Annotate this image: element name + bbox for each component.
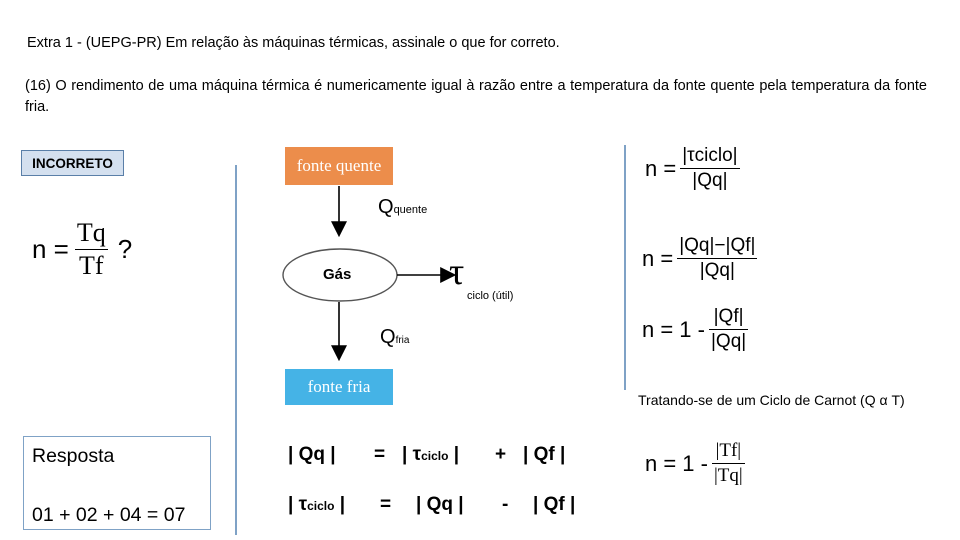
- work-subscript: ciclo (útil): [467, 290, 514, 302]
- wrong-formula-denominator: Tf: [79, 251, 104, 281]
- q-hot-sub: quente: [393, 204, 428, 216]
- eq2-term-b: | Qq |: [416, 494, 464, 515]
- efficiency-formula-3: [642, 306, 748, 353]
- formula-1-denominator: |Qq|: [692, 170, 728, 192]
- eq1-term-b-end: |: [453, 444, 460, 465]
- eq2-term-a: | τ: [288, 494, 308, 515]
- cold-source-box: fonte fria: [285, 369, 393, 405]
- formula-3-fraction: [709, 306, 748, 353]
- question-mark: ?: [117, 234, 133, 265]
- q-cold-sub: fria: [395, 335, 410, 346]
- answer-label: Resposta: [32, 445, 115, 467]
- eq2-term-a-sub: ciclo: [307, 499, 335, 513]
- efficiency-formula-1: [645, 145, 740, 192]
- wrong-formula-numerator: Tq: [76, 218, 106, 247]
- eq2-term-a-end: |: [339, 494, 346, 515]
- gas-label: Gás: [323, 266, 352, 283]
- formula-2-numerator: |Qq|−|Qf|: [679, 235, 756, 256]
- q-hot-label: [378, 196, 427, 219]
- hot-source-box: fonte quente: [285, 147, 393, 185]
- formula-4-lhs: n = 1 -: [645, 450, 708, 476]
- answer-value: 01 + 02 + 04 = 07: [32, 504, 186, 526]
- energy-equation-1: [288, 444, 565, 466]
- wrong-formula-fraction: [75, 218, 108, 281]
- answer-box: [23, 436, 211, 530]
- question-title: Extra 1 - (UEPG-PR) Em relação às máquinas térmicas, assinale o que for correto.: [27, 35, 560, 51]
- formula-3-lhs: n = 1 -: [642, 316, 705, 342]
- formula-2-lhs: n =: [642, 245, 674, 271]
- formula-4-fraction: [712, 440, 745, 487]
- eq2-op1: =: [380, 494, 392, 515]
- eq2-term-c: | Qf |: [533, 494, 576, 515]
- eq2-op2: -: [502, 494, 509, 515]
- q-cold-main: Q: [380, 326, 396, 348]
- eq1-term-b: | τ: [402, 444, 422, 465]
- eq1-op1: =: [374, 444, 386, 465]
- formula-1-fraction: [680, 145, 739, 192]
- wrong-efficiency-formula: [32, 218, 132, 281]
- formula-4-denominator: |Tq|: [713, 465, 743, 487]
- formula-3-numerator: |Qf|: [713, 306, 744, 327]
- efficiency-formula-2: [642, 235, 757, 282]
- formula-2-fraction: [677, 235, 757, 282]
- formula-3-denominator: |Qq|: [710, 331, 747, 353]
- formula-1-lhs: n =: [645, 155, 677, 181]
- carnot-note: Tratando-se de um Ciclo de Carnot (Q α T): [638, 392, 905, 408]
- q-hot-main: Q: [378, 196, 394, 218]
- eq1-term-c: | Qf |: [523, 444, 566, 465]
- question-statement: (16) O rendimento de uma máquina térmica é numericamente igual à razão entre a temperatura da fonte quente pela temperatura da fonte fria.: [25, 78, 927, 115]
- q-cold-label: [380, 326, 409, 349]
- left-divider: [235, 165, 237, 535]
- formula-1-numerator: |τciclo|: [682, 145, 738, 166]
- work-symbol: τ: [449, 251, 465, 293]
- eq1-term-a: | Qq |: [288, 444, 336, 465]
- eq1-op2: +: [495, 444, 507, 465]
- formula-2-denominator: |Qq|: [699, 260, 735, 282]
- right-divider: [624, 145, 626, 390]
- energy-equation-2: [288, 494, 575, 516]
- carnot-efficiency-formula: [645, 440, 745, 487]
- wrong-formula-lhs: n =: [32, 234, 69, 265]
- eq1-term-b-sub: ciclo: [421, 449, 449, 463]
- verdict-badge: INCORRETO: [21, 150, 124, 176]
- formula-4-numerator: |Tf|: [715, 440, 742, 461]
